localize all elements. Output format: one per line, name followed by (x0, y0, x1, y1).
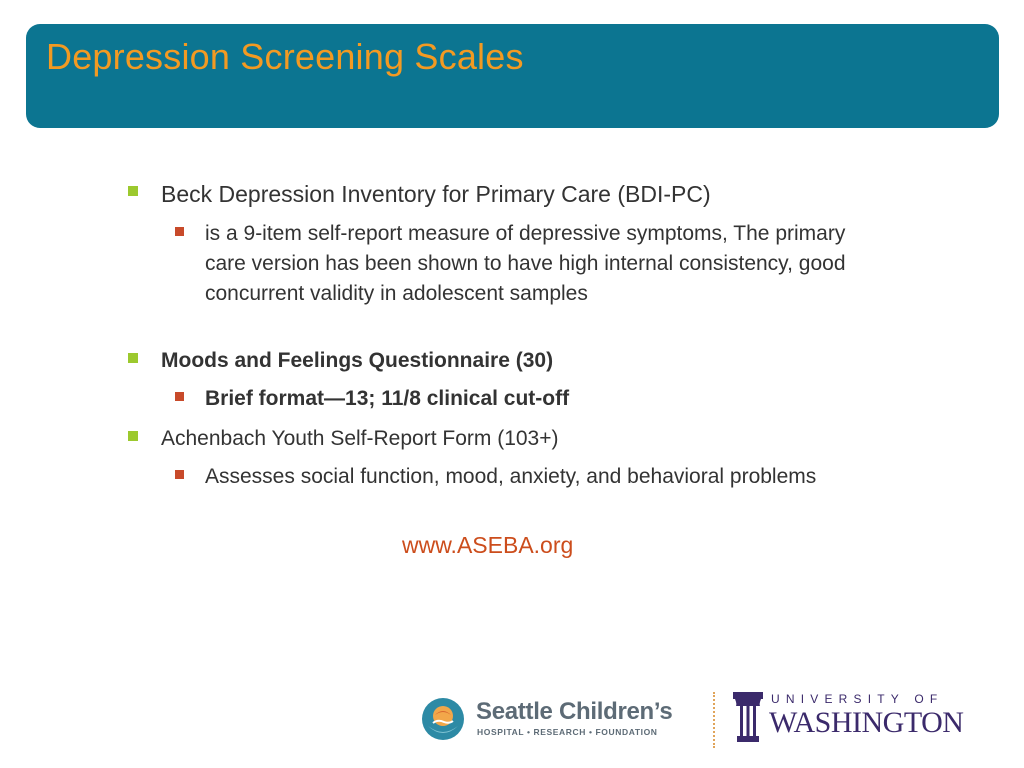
slide-title: Depression Screening Scales (46, 36, 524, 77)
sub-bullet-marker (175, 470, 184, 479)
bullet-text: Moods and Feelings Questionnaire (30) (161, 349, 554, 372)
bullet-text: Beck Depression Inventory for Primary Care (BDI-PC) (161, 181, 711, 207)
uw-logo (733, 688, 964, 748)
sub-bullet-text: Brief format—13; 11/8 clinical cut-off (205, 387, 570, 410)
uw-top-text: UNIVERSITY OF (771, 692, 944, 706)
uw-column-emblem-icon (733, 690, 763, 744)
seattle-childrens-logo (420, 694, 700, 746)
seattle-childrens-emblem-icon (420, 696, 466, 742)
seattle-childrens-subtitle: HOSPITAL • RESEARCH • FOUNDATION (477, 727, 658, 737)
sub-bullet-marker (175, 227, 184, 236)
sub-bullet-marker (175, 392, 184, 401)
sub-bullet-text: Assesses social function, mood, anxiety, and behavioral problems (205, 465, 817, 488)
bullet-marker (128, 186, 138, 196)
bullet-marker (128, 431, 138, 441)
bullet-marker (128, 353, 138, 363)
bullet-text: Achenbach Youth Self-Report Form (103+) (161, 427, 559, 450)
logo-divider (713, 692, 715, 748)
seattle-childrens-name: Seattle Children’s (476, 698, 673, 725)
uw-main-text: WASHINGTON (769, 706, 964, 739)
sub-bullet-text: is a 9-item self-report measure of depressive symptoms, The primary care version has been shown to have high internal consistency, good concurrent validity in adolescent samples (205, 222, 846, 305)
aseba-link[interactable]: www.ASEBA.org (402, 532, 574, 558)
